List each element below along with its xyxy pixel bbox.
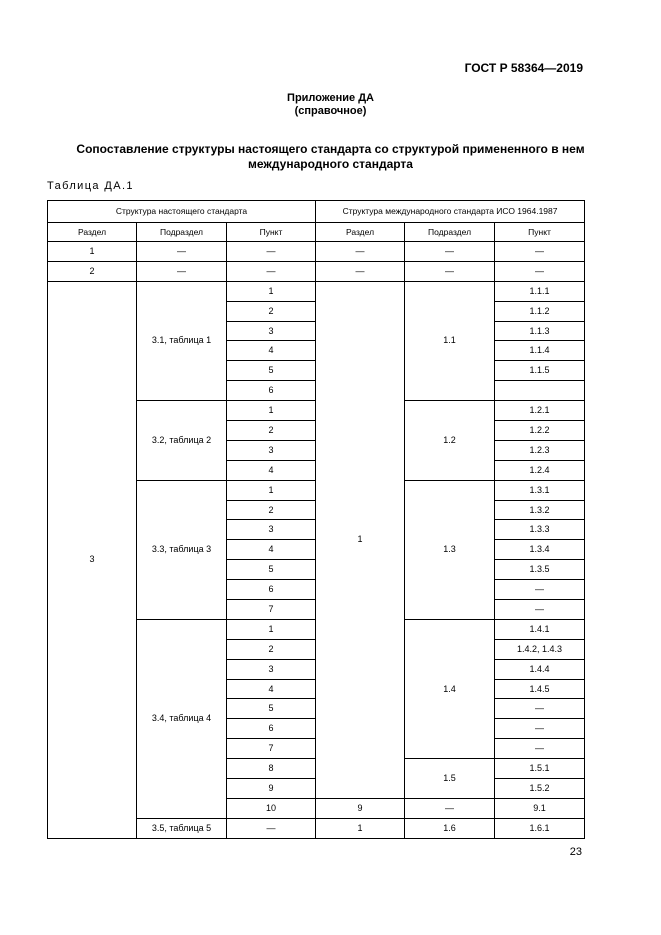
column-header: Раздел [316,223,405,242]
table-cell-iso-subsection: 1.6 [405,818,495,838]
column-header: Подраздел [405,223,495,242]
table-cell-item: 1 [227,480,316,500]
table-cell-iso-item: 1.2.1 [495,401,585,421]
table-cell: 2 [48,261,137,281]
table-cell-item: 1 [227,619,316,639]
table-cell-iso-item: 1.5.2 [495,779,585,799]
table-cell-iso-item: 1.3.3 [495,520,585,540]
table-cell-item: 9 [227,779,316,799]
table-cell-item: 6 [227,719,316,739]
table-cell-item: 3 [227,440,316,460]
table-cell-iso-item: 1.3.5 [495,560,585,580]
table-cell-iso-item: 1.5.1 [495,759,585,779]
table-cell-subsection: 3.5, таблица 5 [137,818,227,838]
table-cell-iso-item: 1.1.2 [495,301,585,321]
table-cell-iso-item: 9.1 [495,798,585,818]
table-cell-iso-item: 1.4.4 [495,659,585,679]
table-cell: — [405,261,495,281]
table-cell: — [227,261,316,281]
table-cell-iso-item: 1.3.1 [495,480,585,500]
table-cell-subsection: 3.4, таблица 4 [137,619,227,818]
table-cell-iso-item: 1.4.2, 1.4.3 [495,639,585,659]
table-cell-item: 3 [227,659,316,679]
table-cell: — [495,261,585,281]
heading-line-1: Сопоставление структуры настоящего стандарта со структурой примененного в нем [76,142,585,156]
table-cell-iso-item: 1.3.2 [495,500,585,520]
table-caption: Таблица ДА.1 [47,180,134,192]
table-cell: — [227,242,316,262]
table-cell: — [316,261,405,281]
table-cell-iso-subsection: — [405,798,495,818]
appendix-subtitle: (справочное) [294,105,367,117]
table-cell-item: 5 [227,699,316,719]
table-cell-iso-item: 1.1.3 [495,321,585,341]
table-cell-item: 3 [227,520,316,540]
table-cell-item: 6 [227,381,316,401]
table-cell-subsection: 3.1, таблица 1 [137,281,227,400]
table-cell-iso-subsection: 1.3 [405,480,495,619]
table-cell-razdel: 3 [48,281,137,838]
table-cell-item: 4 [227,679,316,699]
table-cell-iso-item: 1.6.1 [495,818,585,838]
table-cell: — [137,261,227,281]
table-cell-iso-item: — [495,699,585,719]
table-column-header-row [48,223,585,242]
column-header: Пункт [227,223,316,242]
table-cell-item: 5 [227,560,316,580]
table-cell-item: 2 [227,500,316,520]
group-header-national: Структура настоящего стандарта [48,201,316,223]
table-cell: — [405,242,495,262]
table-group-header-row [48,201,585,223]
table-cell-iso-razdel: 9 [316,798,405,818]
column-header: Раздел [48,223,137,242]
table-cell-item: — [227,818,316,838]
table-cell-subsection: 3.2, таблица 2 [137,401,227,481]
table-cell-item: 4 [227,341,316,361]
table-cell-iso-subsection: 1.1 [405,281,495,400]
appendix-block [0,92,661,118]
section-heading [40,142,621,172]
table-cell-iso-subsection: 1.5 [405,759,495,799]
group-header-iso: Структура международного стандарта ИСО 1964.1987 [316,201,585,223]
table-cell-iso-razdel: 1 [316,818,405,838]
table-cell-iso-item: 1.4.5 [495,679,585,699]
table-cell-iso-item: 1.2.2 [495,421,585,441]
column-header: Подраздел [137,223,227,242]
table-cell-item: 1 [227,401,316,421]
table-cell-item: 2 [227,301,316,321]
table-cell-iso-item: 1.4.1 [495,619,585,639]
table-cell-item: 10 [227,798,316,818]
table-row [48,242,585,262]
table-row [48,261,585,281]
table-cell-iso-item [495,381,585,401]
table-cell-item: 4 [227,460,316,480]
table-cell-iso-item: — [495,600,585,620]
table-cell-iso-item: 1.1.1 [495,281,585,301]
table-cell-iso-item: 1.1.5 [495,361,585,381]
heading-line-2: международного стандарта [248,157,413,171]
table-cell-iso-item: 1.3.4 [495,540,585,560]
table-cell-iso-item: 1.2.3 [495,440,585,460]
table-cell-item: 4 [227,540,316,560]
table-cell: — [316,242,405,262]
table-cell-subsection: 3.3, таблица 3 [137,480,227,619]
correspondence-table [47,200,585,839]
table-cell: — [137,242,227,262]
table-cell-iso-subsection: 1.2 [405,401,495,481]
table-cell-item: 8 [227,759,316,779]
page-number: 23 [569,846,582,858]
table-cell-item: 3 [227,321,316,341]
table-cell: 1 [48,242,137,262]
table-cell-iso-item: — [495,739,585,759]
table-cell-iso-item: 1.1.4 [495,341,585,361]
table-row [48,281,585,301]
table-cell-iso-item: 1.2.4 [495,460,585,480]
table-cell-item: 5 [227,361,316,381]
table-cell-item: 1 [227,281,316,301]
document-code: ГОСТ Р 58364—2019 [464,61,583,75]
table-cell-item: 2 [227,421,316,441]
table-cell: — [495,242,585,262]
table-cell-iso-item: — [495,580,585,600]
table-cell-item: 7 [227,600,316,620]
appendix-title: Приложение ДА [287,92,374,104]
table-cell-iso-item: — [495,719,585,739]
table-cell-item: 2 [227,639,316,659]
column-header: Пункт [495,223,585,242]
table-cell-iso-subsection: 1.4 [405,619,495,758]
table-cell-item: 6 [227,580,316,600]
table-cell-item: 7 [227,739,316,759]
table-cell-iso-razdel: 1 [316,281,405,798]
